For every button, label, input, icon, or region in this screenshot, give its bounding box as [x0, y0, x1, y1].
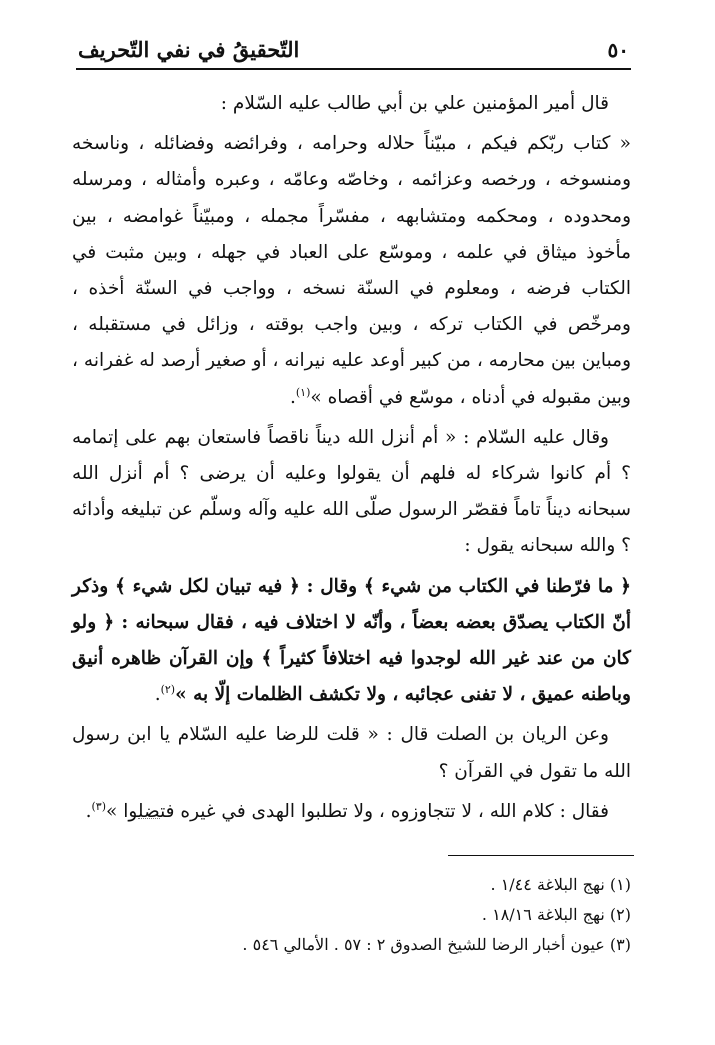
footnote-2: (٢) نهج البلاغة ١٨/١٦ . — [481, 905, 631, 924]
running-title: التّحقيقُ في نفي التّحريف — [78, 37, 300, 62]
running-header — [78, 28, 629, 64]
footnote-3: (٣) عيون أخبار الرضا للشيخ الصدوق ٢ : ٥٧ . الأمالي ٥٤٦ . — [242, 935, 631, 954]
header-rule — [76, 68, 631, 70]
main-text — [72, 86, 631, 834]
paragraph-rayyan — [72, 717, 631, 789]
footnote-marker-2[interactable]: (٢) — [160, 683, 176, 697]
page-number: ٥٠ — [607, 38, 629, 62]
footnote-marker-3[interactable]: (٣) — [91, 799, 106, 813]
footnotes — [72, 870, 631, 960]
footnote-1: (١) نهج البلاغة ١/٤٤ . — [490, 875, 631, 894]
print-smudge — [138, 818, 160, 825]
paragraph-rayyan-text: وعن الريان بن الصلت قال : « قلت للرضا عليه السّلام يا ابن رسول الله ما تقول في القرآن ؟ — [72, 724, 631, 782]
paragraph-quote-2 — [72, 420, 631, 565]
paragraph-quote-1: « كتاب ربّكم فيكم ، مبيّناً حلاله وحرامه ، وفرائضه وفضائله ، وناسخه ومنسوخه ، ورخصه وعزائمه ، وخاصّه وعامّه ، وعبره وأمثاله ، ومرسله ومحدوده ، ومحكمه ومتشابهه ، مفسّراً مجمله ، ومبيّناً غوامضه ، بين مأخوذ ميثاق في علمه ، وموسّع على العباد في جهله ، وبين مثبت في الكتاب فرضه ، ومعلوم في السنّة نسخه ، وواجب في السنّة أخذه ، ومرخّص في الكتاب تركه ، وبين واجب بوقته ، وزائل في مستقبله ، ومباين بين محارمه ، من كبير أوعد عليه نيرانه ، أو صغير أرصد له غفرانه ، وبين مقبوله في أدناه ، موسّع في أقصاه »$^{(١)}$. — [72, 133, 631, 408]
paragraph-intro — [72, 86, 631, 122]
paragraph-quran-verses-text: ﴿ ما فرّطنا في الكتاب من شيء ﴾ وقال : ﴿ فيه تبيان لكل شيء ﴾ وذكر أنّ الكتاب يصدّق بعضه بعضاً ، وأنّه لا اختلاف فيه ، فقال سبحانه : ﴿ ولو كان من عند غير الله لوجدوا فيه اختلافاً كثيراً ﴾ وإن القرآن ظاهره أنيق وباطنه عميق ، لا تفنى عجائبه ، ولا تكشف الظلمات إلّا به » — [72, 575, 631, 706]
footnote-separator — [448, 855, 634, 856]
paragraph-answer-text: فقال : كلام الله ، لا تتجاوزوه ، ولا تطلبوا الهدى في غيره فتضلوا » — [106, 800, 609, 822]
paragraph-intro-text: قال أمير المؤمنين علي بن أبي طالب عليه السّلام : — [220, 93, 609, 114]
paragraph-quote-2-text: وقال عليه السّلام : « أم أنزل الله ديناً ناقصاً فاستعان بهم على إتمامه ؟ أم كانوا شركاء له فلهم أن يقولوا وعليه أن يرضى ؟ أم أنزل الله سبحانه ديناً تاماً فقصّر الرسول صلّى الله عليه وآله وسلّم عن تبليغه وأدائه ؟ والله سبحانه يقول : — [72, 426, 631, 557]
paragraph-quote-1-text: « كتاب ربّكم فيكم ، مبيّناً حلاله وحرامه ، وفرائضه وفضائله ، وناسخه ومنسوخه ، ورخصه وعزائمه ، وخاصّه وعامّه ، وعبره وأمثاله ، ومرسله ومحدوده ، ومحكمه ومتشابهه ، مفسّراً مجمله ، ومبيّناً غوامضه ، بين مأخوذ ميثاق في علمه ، وموسّع على العباد في جهله ، وبين مثبت في الكتاب فرضه ، ومعلوم في السنّة نسخه ، وواجب في السنّة أخذه ، ومرخّص في الكتاب تركه ، وبين واجب بوقته ، وزائل في مستقبله ، ومباين بين محارمه ، من كبير أوعد عليه نيرانه ، أو صغير أرصد له غفرانه ، وبين مقبوله في أدناه ، موسّع في أقصاه » — [72, 133, 631, 408]
paragraph-answer: فقال : كلام الله ، لا تتجاوزوه ، ولا تطلبوا الهدى في غيره فتضلوا »$^{(٣)}$. — [85, 799, 609, 822]
paragraph-quran-verses: ﴿ ما فرّطنا في الكتاب من شيء ﴾ وقال : ﴿ فيه تبيان لكل شيء ﴾ وذكر أنّ الكتاب يصدّق بعضه بعضاً ، وأنّه لا اختلاف فيه ، فقال سبحانه : ﴿ ولو كان من عند غير الله لوجدوا فيه اختلافاً كثيراً ﴾ وإن القرآن ظاهره أنيق وباطنه عميق ، لا تفنى عجائبه ، ولا تكشف الظلمات إلّا به »$^{(٢)}$. — [72, 575, 631, 706]
footnote-marker-1[interactable]: (١) — [295, 385, 311, 399]
